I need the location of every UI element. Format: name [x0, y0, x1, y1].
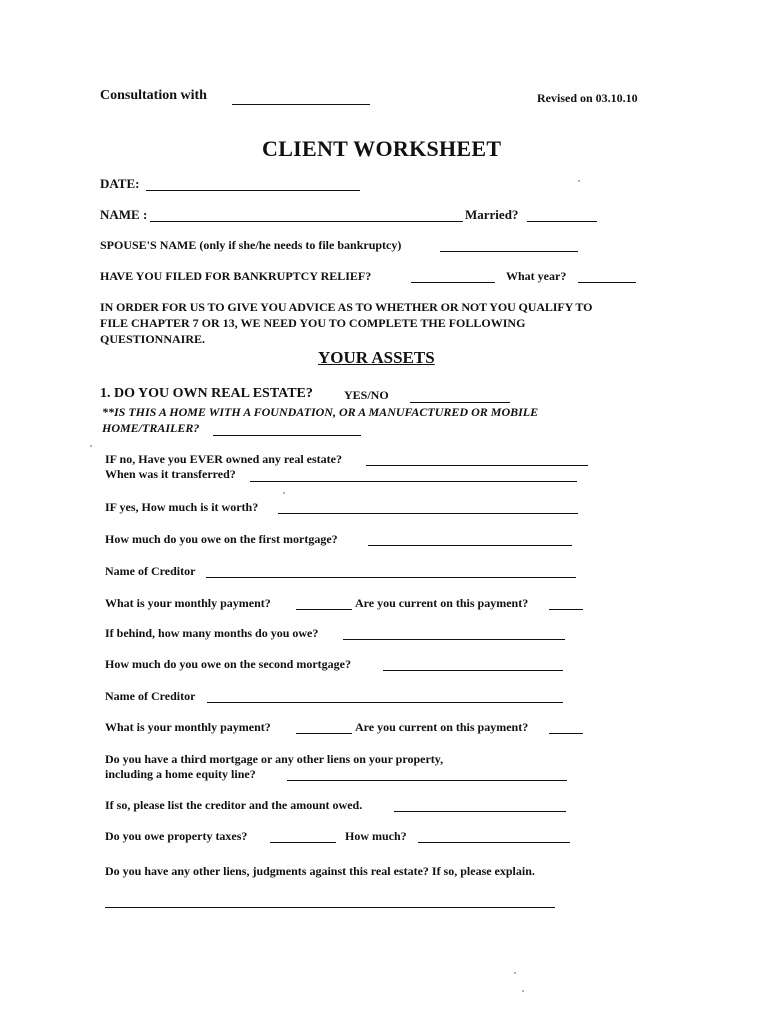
- monthly-payment-2-label: What is your monthly payment?: [105, 720, 271, 734]
- first-mortgage-label: How much do you owe on the first mortgage?: [105, 532, 338, 546]
- creditor-1-field[interactable]: [206, 577, 576, 578]
- worth-field[interactable]: [278, 513, 578, 514]
- filed-bankruptcy-field[interactable]: [411, 282, 495, 283]
- months-behind-label: If behind, how many months do you owe?: [105, 626, 319, 640]
- spouse-name-field[interactable]: [440, 251, 578, 252]
- filed-bankruptcy-label: HAVE YOU FILED FOR BANKRUPTCY RELIEF?: [100, 269, 372, 283]
- current-payment-2-label: Are you current on this payment?: [355, 720, 529, 734]
- ever-owned-label: IF no, Have you EVER owned any real estate?: [105, 452, 342, 466]
- monthly-payment-1-label: What is your monthly payment?: [105, 596, 271, 610]
- name-label: NAME :: [100, 207, 148, 222]
- your-assets-heading: YOUR ASSETS: [318, 348, 435, 367]
- monthly-payment-1-field[interactable]: [296, 609, 352, 610]
- second-mortgage-field[interactable]: [383, 670, 563, 671]
- page-title: CLIENT WORKSHEET: [262, 136, 502, 161]
- date-field[interactable]: [146, 190, 360, 191]
- revised-date: Revised on 03.10.10: [537, 91, 638, 105]
- property-taxes-field[interactable]: [270, 842, 336, 843]
- first-mortgage-field[interactable]: [368, 545, 572, 546]
- q1-real-estate-label: 1. DO YOU OWN REAL ESTATE?: [100, 386, 313, 401]
- list-creditor-label: If so, please list the creditor and the amount owed.: [105, 798, 363, 812]
- home-type-field[interactable]: [213, 435, 361, 436]
- scan-speck: [578, 180, 580, 182]
- q1-yes-no-label: YES/NO: [344, 388, 389, 402]
- scan-speck: [283, 492, 285, 494]
- scan-speck: [522, 990, 524, 992]
- scan-speck: [90, 445, 92, 447]
- transferred-label: When was it transferred?: [105, 467, 236, 481]
- married-field[interactable]: [527, 221, 597, 222]
- current-payment-1-label: Are you current on this payment?: [355, 596, 529, 610]
- married-label: Married?: [465, 207, 519, 222]
- date-label: DATE:: [100, 176, 140, 191]
- scan-speck: [514, 972, 516, 974]
- name-field[interactable]: [150, 221, 463, 222]
- creditor-2-field[interactable]: [207, 702, 563, 703]
- worth-label: IF yes, How much is it worth?: [105, 500, 259, 514]
- q1-real-estate-field[interactable]: [410, 402, 510, 403]
- third-mortgage-line-2: including a home equity line?: [105, 767, 256, 781]
- instructions-line-2: FILE CHAPTER 7 OR 13, WE NEED YOU TO COMPLETE THE FOLLOWING: [100, 316, 526, 330]
- how-much-field[interactable]: [418, 842, 570, 843]
- what-year-field[interactable]: [578, 282, 636, 283]
- creditor-1-label: Name of Creditor: [105, 564, 196, 578]
- home-type-line-2: HOME/TRAILER?: [102, 421, 200, 435]
- other-liens-label: Do you have any other liens, judgments against this real estate? If so, please explain.: [105, 864, 535, 878]
- list-creditor-field[interactable]: [394, 811, 566, 812]
- consultation-with-field[interactable]: [232, 104, 370, 105]
- current-payment-2-field[interactable]: [549, 733, 583, 734]
- third-mortgage-field[interactable]: [287, 780, 567, 781]
- how-much-label: How much?: [345, 829, 407, 843]
- transferred-field[interactable]: [250, 481, 577, 482]
- ever-owned-field[interactable]: [366, 465, 588, 466]
- second-mortgage-label: How much do you owe on the second mortgage?: [105, 657, 351, 671]
- instructions-line-3: QUESTIONNAIRE.: [100, 332, 206, 346]
- property-taxes-label: Do you owe property taxes?: [105, 829, 248, 843]
- instructions-line-1: IN ORDER FOR US TO GIVE YOU ADVICE AS TO WHETHER OR NOT YOU QUALIFY TO: [100, 300, 593, 314]
- other-liens-field[interactable]: [105, 907, 555, 908]
- consultation-label: Consultation with: [100, 88, 207, 103]
- monthly-payment-2-field[interactable]: [296, 733, 352, 734]
- what-year-label: What year?: [506, 269, 567, 283]
- home-type-line-1: **IS THIS A HOME WITH A FOUNDATION, OR A MANUFACTURED OR MOBILE: [102, 405, 539, 419]
- creditor-2-label: Name of Creditor: [105, 689, 196, 703]
- current-payment-1-field[interactable]: [549, 609, 583, 610]
- spouse-name-label: SPOUSE'S NAME (only if she/he needs to file bankruptcy): [100, 238, 402, 252]
- months-behind-field[interactable]: [343, 639, 565, 640]
- third-mortgage-line-1: Do you have a third mortgage or any other liens on your property,: [105, 752, 444, 766]
